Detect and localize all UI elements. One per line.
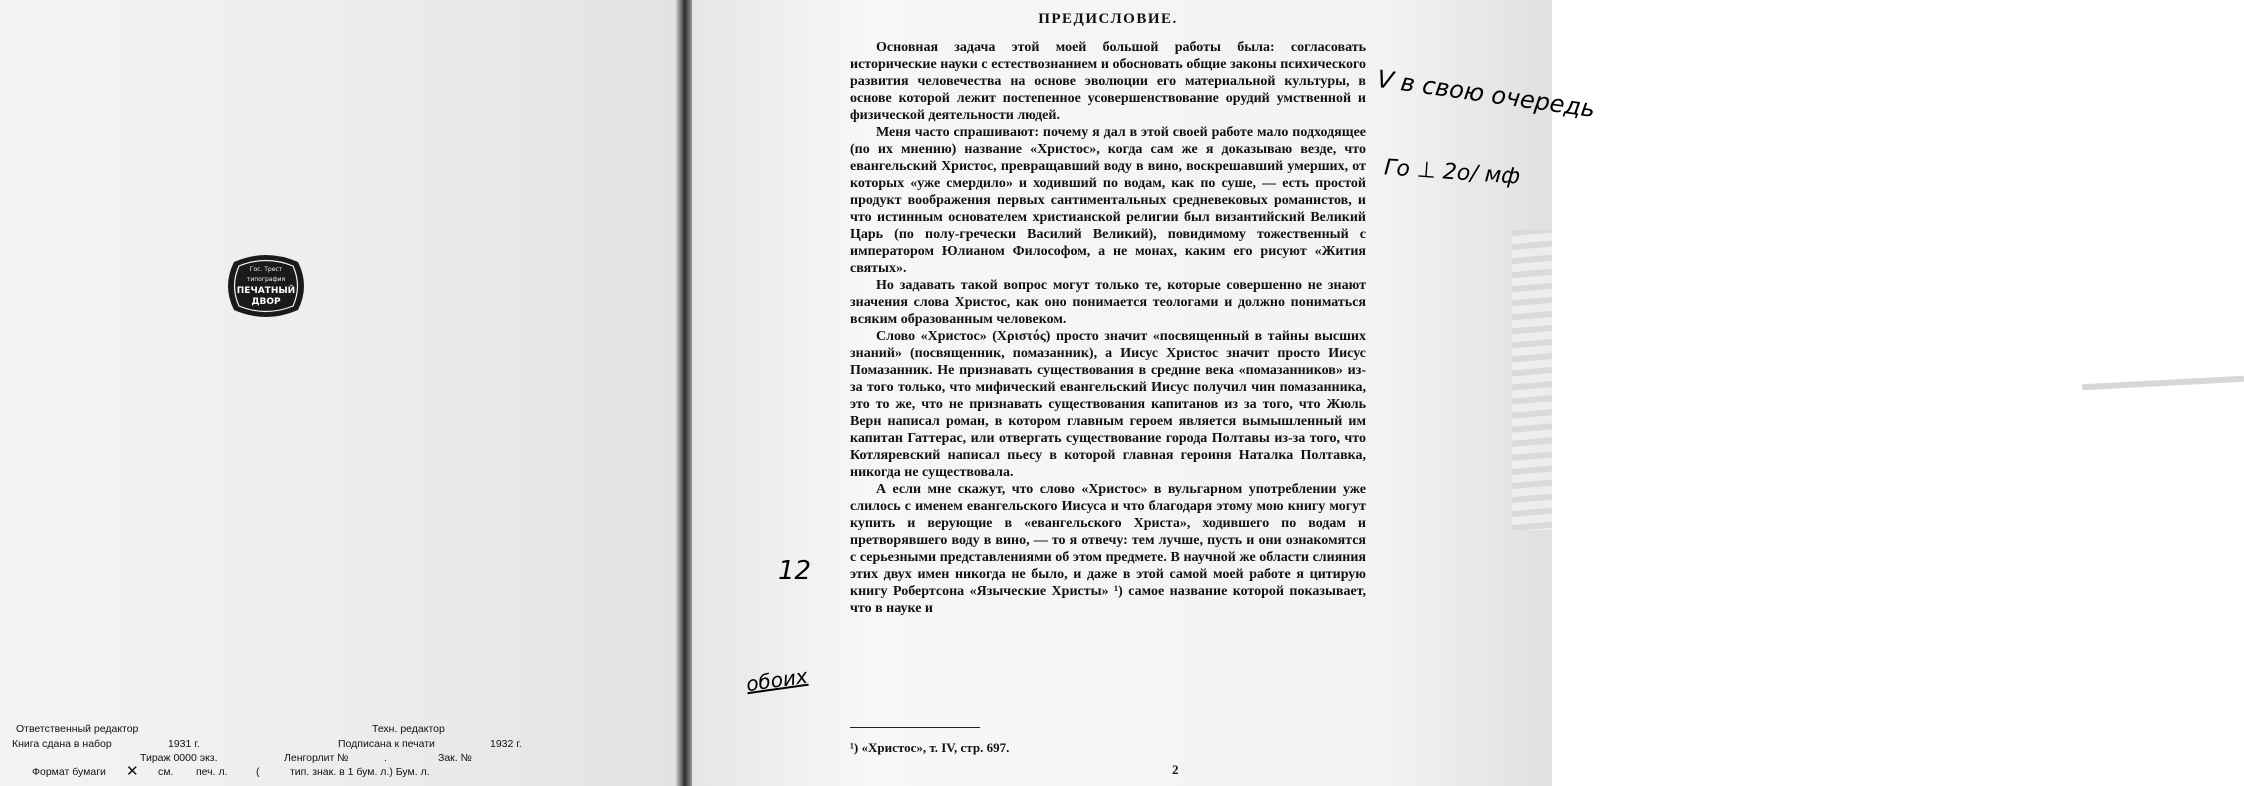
publisher-stamp [226,252,306,320]
book-gutter [676,0,692,786]
responsible-editor: Ответственный редактор [16,723,139,735]
paragraph-4: Слово «Христос» (Χριστός) просто значит «посвященный в тайны высших знаний» (посвященник, помазанник), а Иисус Христос значит просто Иисус Помазанник. Не признавать существования в средние века «помазанников» из-за того только, что мифический евангельский Иисус получил чин помазанника, это то же, что не признавать существования капитанов из за того, что Жюль Верн написал роман, в котором главным героем является вымышленный им капитан Гаттерас, или отвергать существование города Полтавы из-за того, что Котляревский написал пьесу в которой главная героиня Наталка Полтавка, никогда не существовала. [850,329,1366,480]
paragraph-2: Меня часто спрашивают: почему я дал в этой своей работе мало подходящее (по их мнению) название «Христос», когда сам же я доказываю везде, что евангельский Христос, превращавший воду в вино, воскрешавший умерших, от которых «уже смердило» и ходивший по водам, как по суше, — есть простой продукт воображения первых сантиментальных средневековых романистов, и что истинным основателем христианской религии был византийский Великий Царь (по полу-гречески Василий Великий), повидимому тожественный с императором Юлианом Философом, а не монах, каким его рисуют «Жития святых». [850,125,1366,276]
paragraph-1: Основная задача этой моей большой работы была: согласовать исторические науки с естествознанием и обосновать общие законы психического развития человечества на основе эволюции его материальной культуры, в основе которой лежит постепенное усовершенствование орудий умственной и физической деятельности людей. [850,40,1366,123]
tech-editor: Техн. редактор [372,723,445,735]
preface-text [850,10,1366,617]
lengorlit: Ленгорлит № [284,752,349,764]
times-sign: ✕ [126,763,139,780]
signed-to-print: Подписана к печати [338,738,435,750]
paper-format: Формат бумаги [32,766,106,778]
sent-to-typeset: Книга сдана в набор [12,738,112,750]
footnote: ¹) «Христос», т. IV, стр. 697. [850,740,1010,755]
page-mark: 2 [1172,762,1179,777]
stamp-line-3: ПЕЧАТНЫЙ [236,286,296,296]
paragraph-5: А если мне скажут, что слово «Христос» в вульгарном употреблении уже слилось с именем евангельского Иисуса и что благодаря этому мою книгу могут купить и верующие в «евангельского Христа», ходившего по водам и претворявшего воду в вино, — то я отвечу: тем лучше, пусть и они ознакомятся с серьезными представлениями об этом предмете. В научной же области слияния этих двух имен никогда не было, и даже в этой самой моей работе я цитирую книгу Робертсона «Языческие Христы» ¹) самое название которой показывает, что в науке и [850,482,1366,616]
preface-title: ПРЕДИСЛОВИЕ. [1038,11,1178,27]
year-1931: 1931 г. [168,738,200,750]
handnote-v-v-svoyu: V в свою очередь [1375,64,1597,124]
stamp-line-1: Гос. Трест [249,266,283,273]
stamp-line-4: ДВОР [251,297,281,307]
paragraph-3: Но задавать такой вопрос могут только те, которые совершенно не знают значения слова Христос, как оно понимается теологами и должно пониматься всяким образованным человеком. [850,278,1366,327]
footnote-rule [850,727,980,728]
lengorlit-dot: . [384,752,387,764]
year-1932: 1932 г. [490,738,522,750]
handnote-12: 12 [778,556,812,586]
torn-edge [1512,230,1552,530]
chars-per-sheet: тип. знак. в 1 бум. л.) Бум. л. [290,766,430,778]
stamp-line-2: типография [246,276,286,283]
left-page [0,0,684,786]
print-sheets: печ. л. [196,766,228,778]
page-crease [2082,376,2244,390]
circulation: Тираж 0000 экз. [140,752,218,764]
open-paren: ( [256,766,260,778]
imprint-block [0,720,540,780]
handnote-margin-mid: Го ⊥ 2о/ мф [1383,155,1521,190]
order-number: Зак. № [438,752,472,764]
cm-unit: см. [158,766,174,778]
handnote-obeih: обоих [744,663,810,697]
